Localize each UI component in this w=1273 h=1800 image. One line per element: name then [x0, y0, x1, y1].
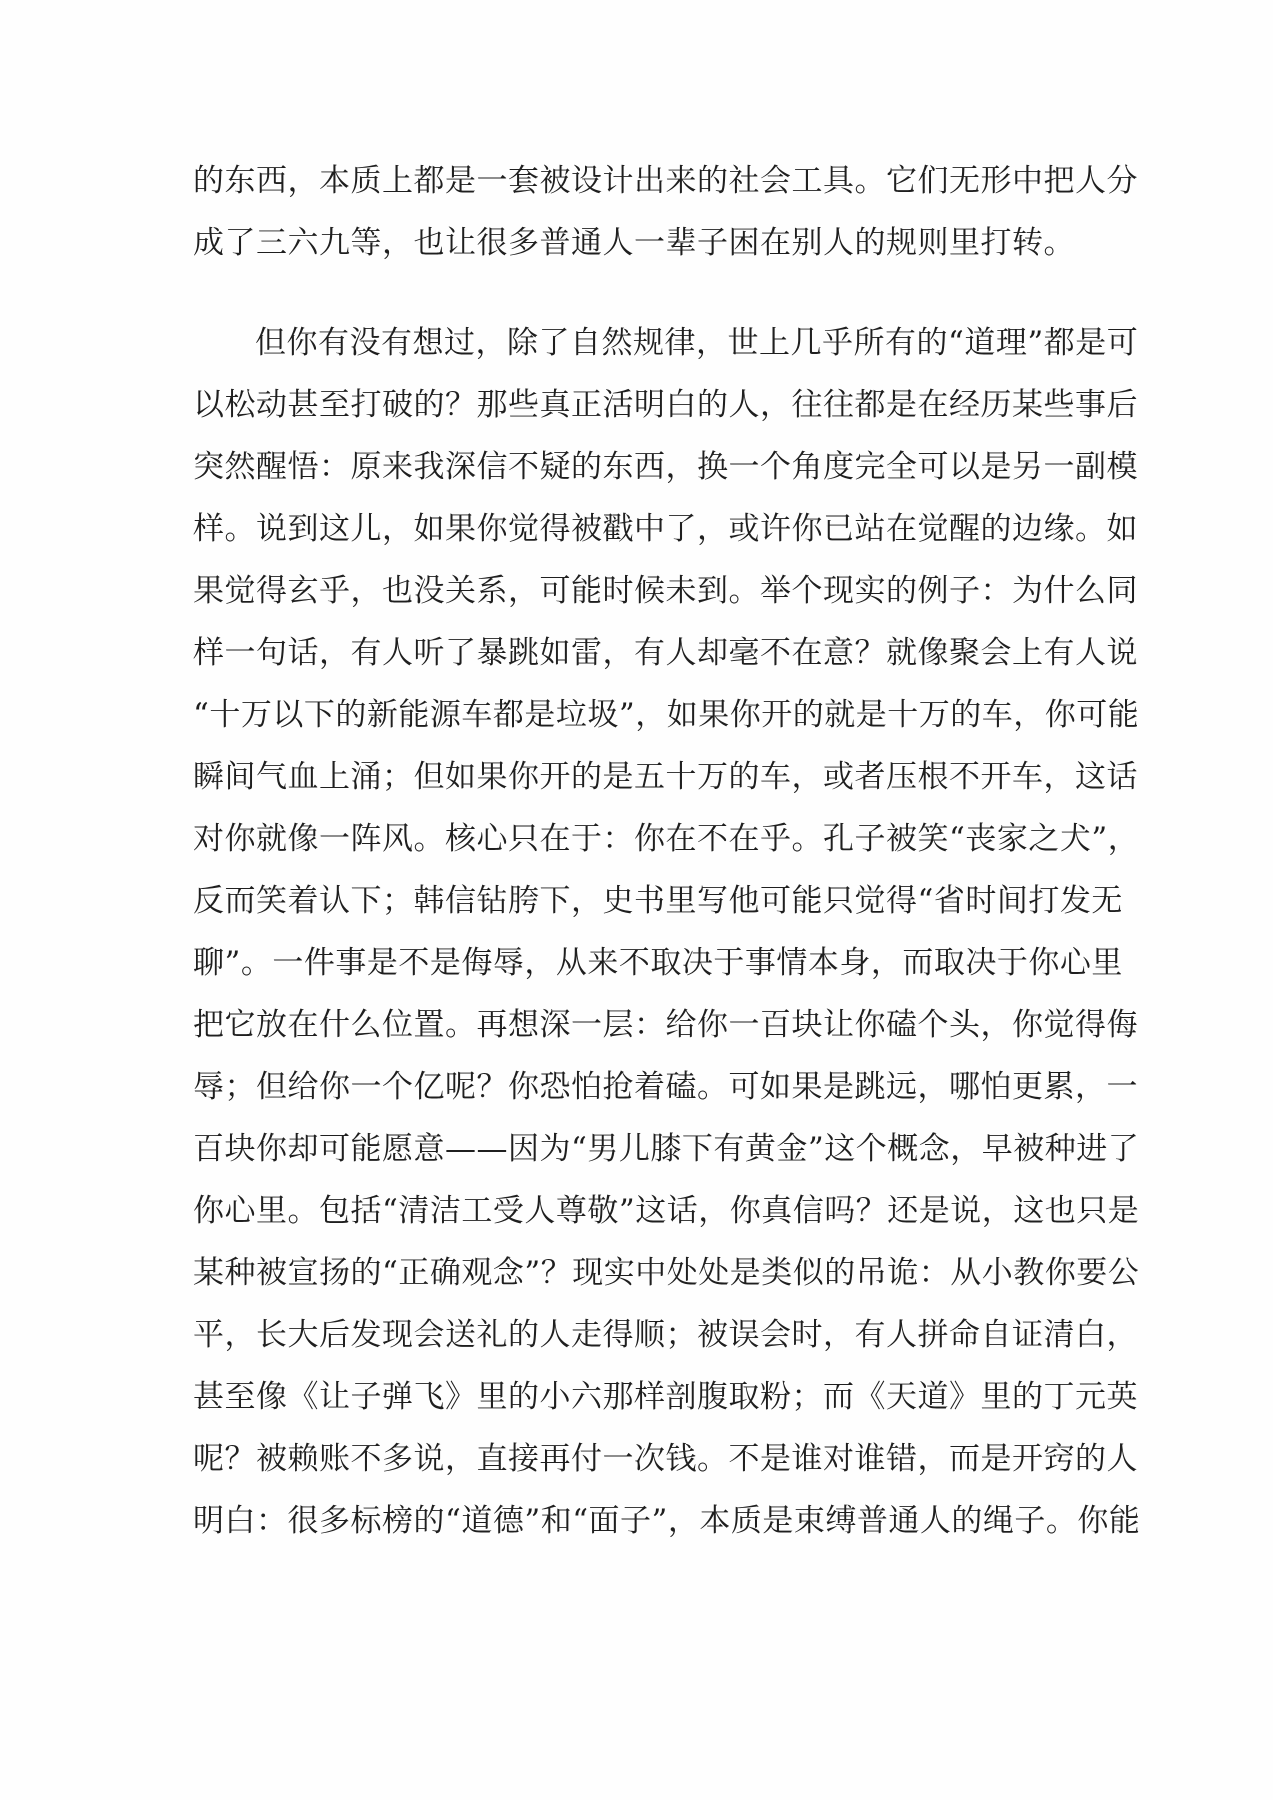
paragraph-line: 样。说到这儿，如果你觉得被戳中了，或许你已站在觉醒的边缘。如	[193, 511, 1138, 547]
paragraph-line: 的东西，本质上都是一套被设计出来的社会工具。它们无形中把人分	[193, 163, 1138, 199]
paragraph-line: 成了三六九等，也让很多普通人一辈子困在别人的规则里打转。	[193, 225, 1075, 261]
paragraph-line: 某种被宣扬的“正确观念”？现实中处处是类似的吊诡：从小教你要公	[193, 1255, 1140, 1291]
paragraph-line: “十万以下的新能源车都是垃圾”，如果你开的就是十万的车，你可能	[193, 697, 1140, 733]
paragraph-2	[193, 312, 1141, 1552]
paragraph-line: 反而笑着认下；韩信钻胯下，史书里写他可能只觉得“省时间打发无	[193, 883, 1123, 919]
paragraph-line: 辱；但给你一个亿呢？你恐怕抢着磕。可如果是跳远，哪怕更累，一	[193, 1069, 1138, 1105]
paragraph-line: 以松动甚至打破的？那些真正活明白的人，往往都是在经历某些事后	[193, 387, 1138, 423]
paragraph-1	[193, 150, 1138, 274]
paragraph-line: 甚至像《让子弹飞》里的小六那样剖腹取粉；而《天道》里的丁元英	[193, 1379, 1138, 1415]
paragraph-line: 明白：很多标榜的“道德”和“面子”，本质是束缚普通人的绳子。你能	[193, 1503, 1141, 1539]
paragraph-line: 平，长大后发现会送礼的人走得顺；被误会时，有人拼命自证清白，	[193, 1317, 1138, 1353]
paragraph-line: 瞬间气血上涌；但如果你开的是五十万的车，或者压根不开车，这话	[193, 759, 1138, 795]
paragraph-line: 果觉得玄乎，也没关系，可能时候未到。举个现实的例子：为什么同	[193, 573, 1138, 609]
paragraph-line: 聊”。一件事是不是侮辱，从来不取决于事情本身，而取决于你心里	[193, 945, 1123, 981]
paragraph-line: 百块你却可能愿意——因为“男儿膝下有黄金”这个概念，早被种进了	[193, 1131, 1140, 1167]
paragraph-line: 但你有没有想过，除了自然规律，世上几乎所有的“道理”都是可	[255, 325, 1139, 361]
paragraph-line: 呢？被赖账不多说，直接再付一次钱。不是谁对谁错，而是开窍的人	[193, 1441, 1138, 1477]
paragraph-line: 样一句话，有人听了暴跳如雷，有人却毫不在意？就像聚会上有人说	[193, 635, 1138, 671]
paragraph-line: 对你就像一阵风。核心只在于：你在不在乎。孔子被笑“丧家之犬”，	[193, 821, 1140, 857]
paragraph-line: 你心里。包括“清洁工受人尊敬”这话，你真信吗？还是说，这也只是	[193, 1193, 1140, 1229]
paragraph-line: 把它放在什么位置。再想深一层：给你一百块让你磕个头，你觉得侮	[193, 1007, 1138, 1043]
paragraph-line: 突然醒悟：原来我深信不疑的东西，换一个角度完全可以是另一副模	[193, 449, 1138, 485]
